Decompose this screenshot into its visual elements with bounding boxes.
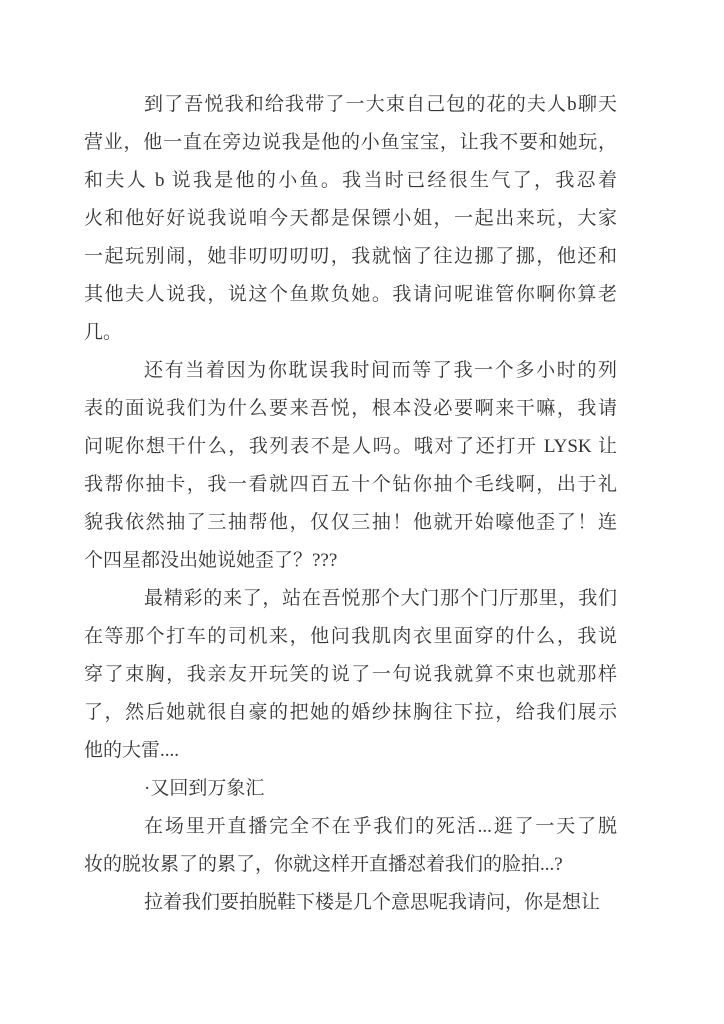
text-line: 妆的脱妆累了的累了，你就这样开直播怼着我们的脸拍...? xyxy=(84,854,563,875)
text-line: 问呢你想干什么，我列表不是人吗。哦对了还打开 LYSK 让 xyxy=(84,436,617,457)
text-line: 在场里开直播完全不在乎我们的死活...逛了一天了脱 xyxy=(144,816,617,837)
text-line: 在等那个打车的司机来，他问我肌肉衣里面穿的什么，我说 xyxy=(84,626,617,647)
text-line: 到了吾悦我和给我带了一大束自己包的花的夫人b聊天 xyxy=(144,94,617,115)
text-line: 还有当着因为你耽误我时间而等了我一个多小时的列 xyxy=(144,360,617,381)
text-line: 表的面说我们为什么要来吾悦，根本没必要啊来干嘛，我请 xyxy=(84,398,617,419)
text-line: 一起玩别闹，她非叨叨叨叨，我就恼了往边挪了挪，他还和 xyxy=(84,246,617,267)
text-line: 其他夫人说我，说这个鱼欺负她。我请问呢谁管你啊你算老 xyxy=(84,284,617,305)
text-line: 穿了束胸，我亲友开玩笑的说了一句说我就算不束也就那样 xyxy=(84,664,617,685)
text-line: 几。 xyxy=(84,322,123,343)
text-line: 了，然后她就很自豪的把她的婚纱抹胸往下拉，给我们展示 xyxy=(84,702,617,723)
text-line: 我帮你抽卡，我一看就四百五十个钻你抽个毛线啊，出于礼 xyxy=(84,474,617,495)
text-line: 个四星都没出她说她歪了？??? xyxy=(84,550,338,571)
text-line: 营业，他一直在旁边说我是他的小鱼宝宝，让我不要和她玩， xyxy=(84,132,617,153)
text-line: 貌我依然抽了三抽帮他，仅仅三抽！他就开始嚎他歪了！连 xyxy=(84,512,617,533)
text-line: 火和他好好说我说咱今天都是保镖小姐，一起出来玩，大家 xyxy=(84,208,617,229)
document-text xyxy=(84,86,617,922)
text-line: 他的大雷.... xyxy=(84,740,180,761)
text-line: 拉着我们要拍脱鞋下楼是几个意思呢我请问，你是想让 xyxy=(144,892,601,913)
text-line: 最精彩的来了，站在吾悦那个大门那个门厅那里，我们 xyxy=(144,588,617,609)
text-line: ·又回到万象汇 xyxy=(144,778,265,799)
text-line: 和夫人 b 说我是他的小鱼。我当时已经很生气了，我忍着 xyxy=(84,170,617,191)
